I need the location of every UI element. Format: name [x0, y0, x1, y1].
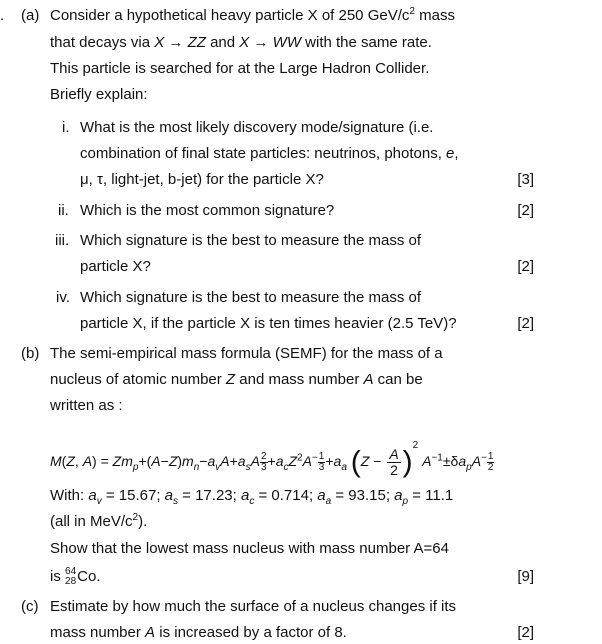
item-iv-label: iv.	[56, 289, 70, 306]
item-i-line-2: combination of final state particles: neutrinos, photons, e,	[80, 145, 459, 162]
item-iii-label: iii.	[55, 232, 70, 249]
isotope-symbol: Co.	[77, 568, 101, 585]
item-i-line-1: What is the most likely discovery mode/signature (i.e.	[80, 119, 434, 136]
part-b-units: (all in MeV/$c^2$).	[50, 512, 148, 530]
part-b-label: (b)	[21, 345, 40, 362]
item-iv-line-2: particle X, if the particle X is ten times heavier (2.5 TeV)?	[80, 315, 457, 332]
part-b-marks: [9]	[517, 568, 534, 585]
part-a-intro-3: This particle is searched for at the Large Hadron Collider.	[50, 60, 430, 77]
part-c-line-2: mass number A is increased by a factor of 8.	[50, 624, 347, 641]
part-a-intro-2: that decays via X → ZZ and X → WW with the same rate.	[50, 34, 432, 51]
isotope-atomic-number: 28	[65, 576, 77, 588]
is-prefix: is	[50, 568, 61, 585]
semf-formula: M(Z, $A) = Zm_p+(A-Z)m_n-a_vA+a_sA$ $\frac{2}{3}$ $+a_cZ^2A^-$ $\frac{1}{3}$ $+a_a$ (Z − $\frac{A}{2}$ )$^2$ $A^{-1}\pm\delta a_pA^-$ $\frac{1}{2}$	[50, 440, 494, 479]
item-ii-line-1: Which is the most common signature?	[80, 202, 335, 219]
part-b-intro-3: written as :	[50, 397, 123, 414]
part-c-label: (c)	[21, 598, 39, 615]
part-a-intro-4: Briefly explain:	[50, 86, 148, 103]
isotope-numbers	[65, 567, 76, 587]
isotope-mass-number: 64	[65, 566, 77, 578]
part-b-constants: With: $a_v = 15.67$; $a_s = 17.23$; $a_c = 0.714$; $a_a = 93.15$; $a_p = 11.1$	[50, 487, 454, 507]
item-i-line-3: μ, τ, light-jet, b-jet) for the particle X?	[80, 171, 324, 188]
item-iv-line-1: Which signature is the best to measure the mass of	[80, 289, 421, 306]
part-a-intro-1: Consider a hypothetical heavy particle X of 250 GeV/$c^2$ mass	[50, 6, 455, 24]
item-i-label: i.	[62, 119, 70, 136]
part-b-isotope-line	[50, 566, 100, 588]
part-b-intro-1: The semi-empirical mass formula (SEMF) for the mass of a	[50, 345, 443, 362]
part-c-line-1: Estimate by how much the surface of a nucleus changes if its	[50, 598, 457, 615]
part-c-marks: [2]	[517, 624, 534, 641]
part-b-intro-2: nucleus of atomic number Z and mass number A can be	[50, 371, 423, 388]
item-iii-line-2: particle X?	[80, 258, 151, 275]
item-iv-marks: [2]	[517, 315, 534, 332]
part-a-label: (a)	[21, 7, 40, 24]
item-ii-label: ii.	[58, 202, 69, 219]
item-iii-marks: [2]	[517, 258, 534, 275]
item-iii-line-1: Which signature is the best to measure the mass of	[80, 232, 421, 249]
item-i-marks: [3]	[517, 171, 534, 188]
question-number: .	[0, 7, 5, 24]
item-ii-marks: [2]	[517, 202, 534, 219]
part-b-show-line: Show that the lowest mass nucleus with mass number A=64	[50, 540, 449, 557]
